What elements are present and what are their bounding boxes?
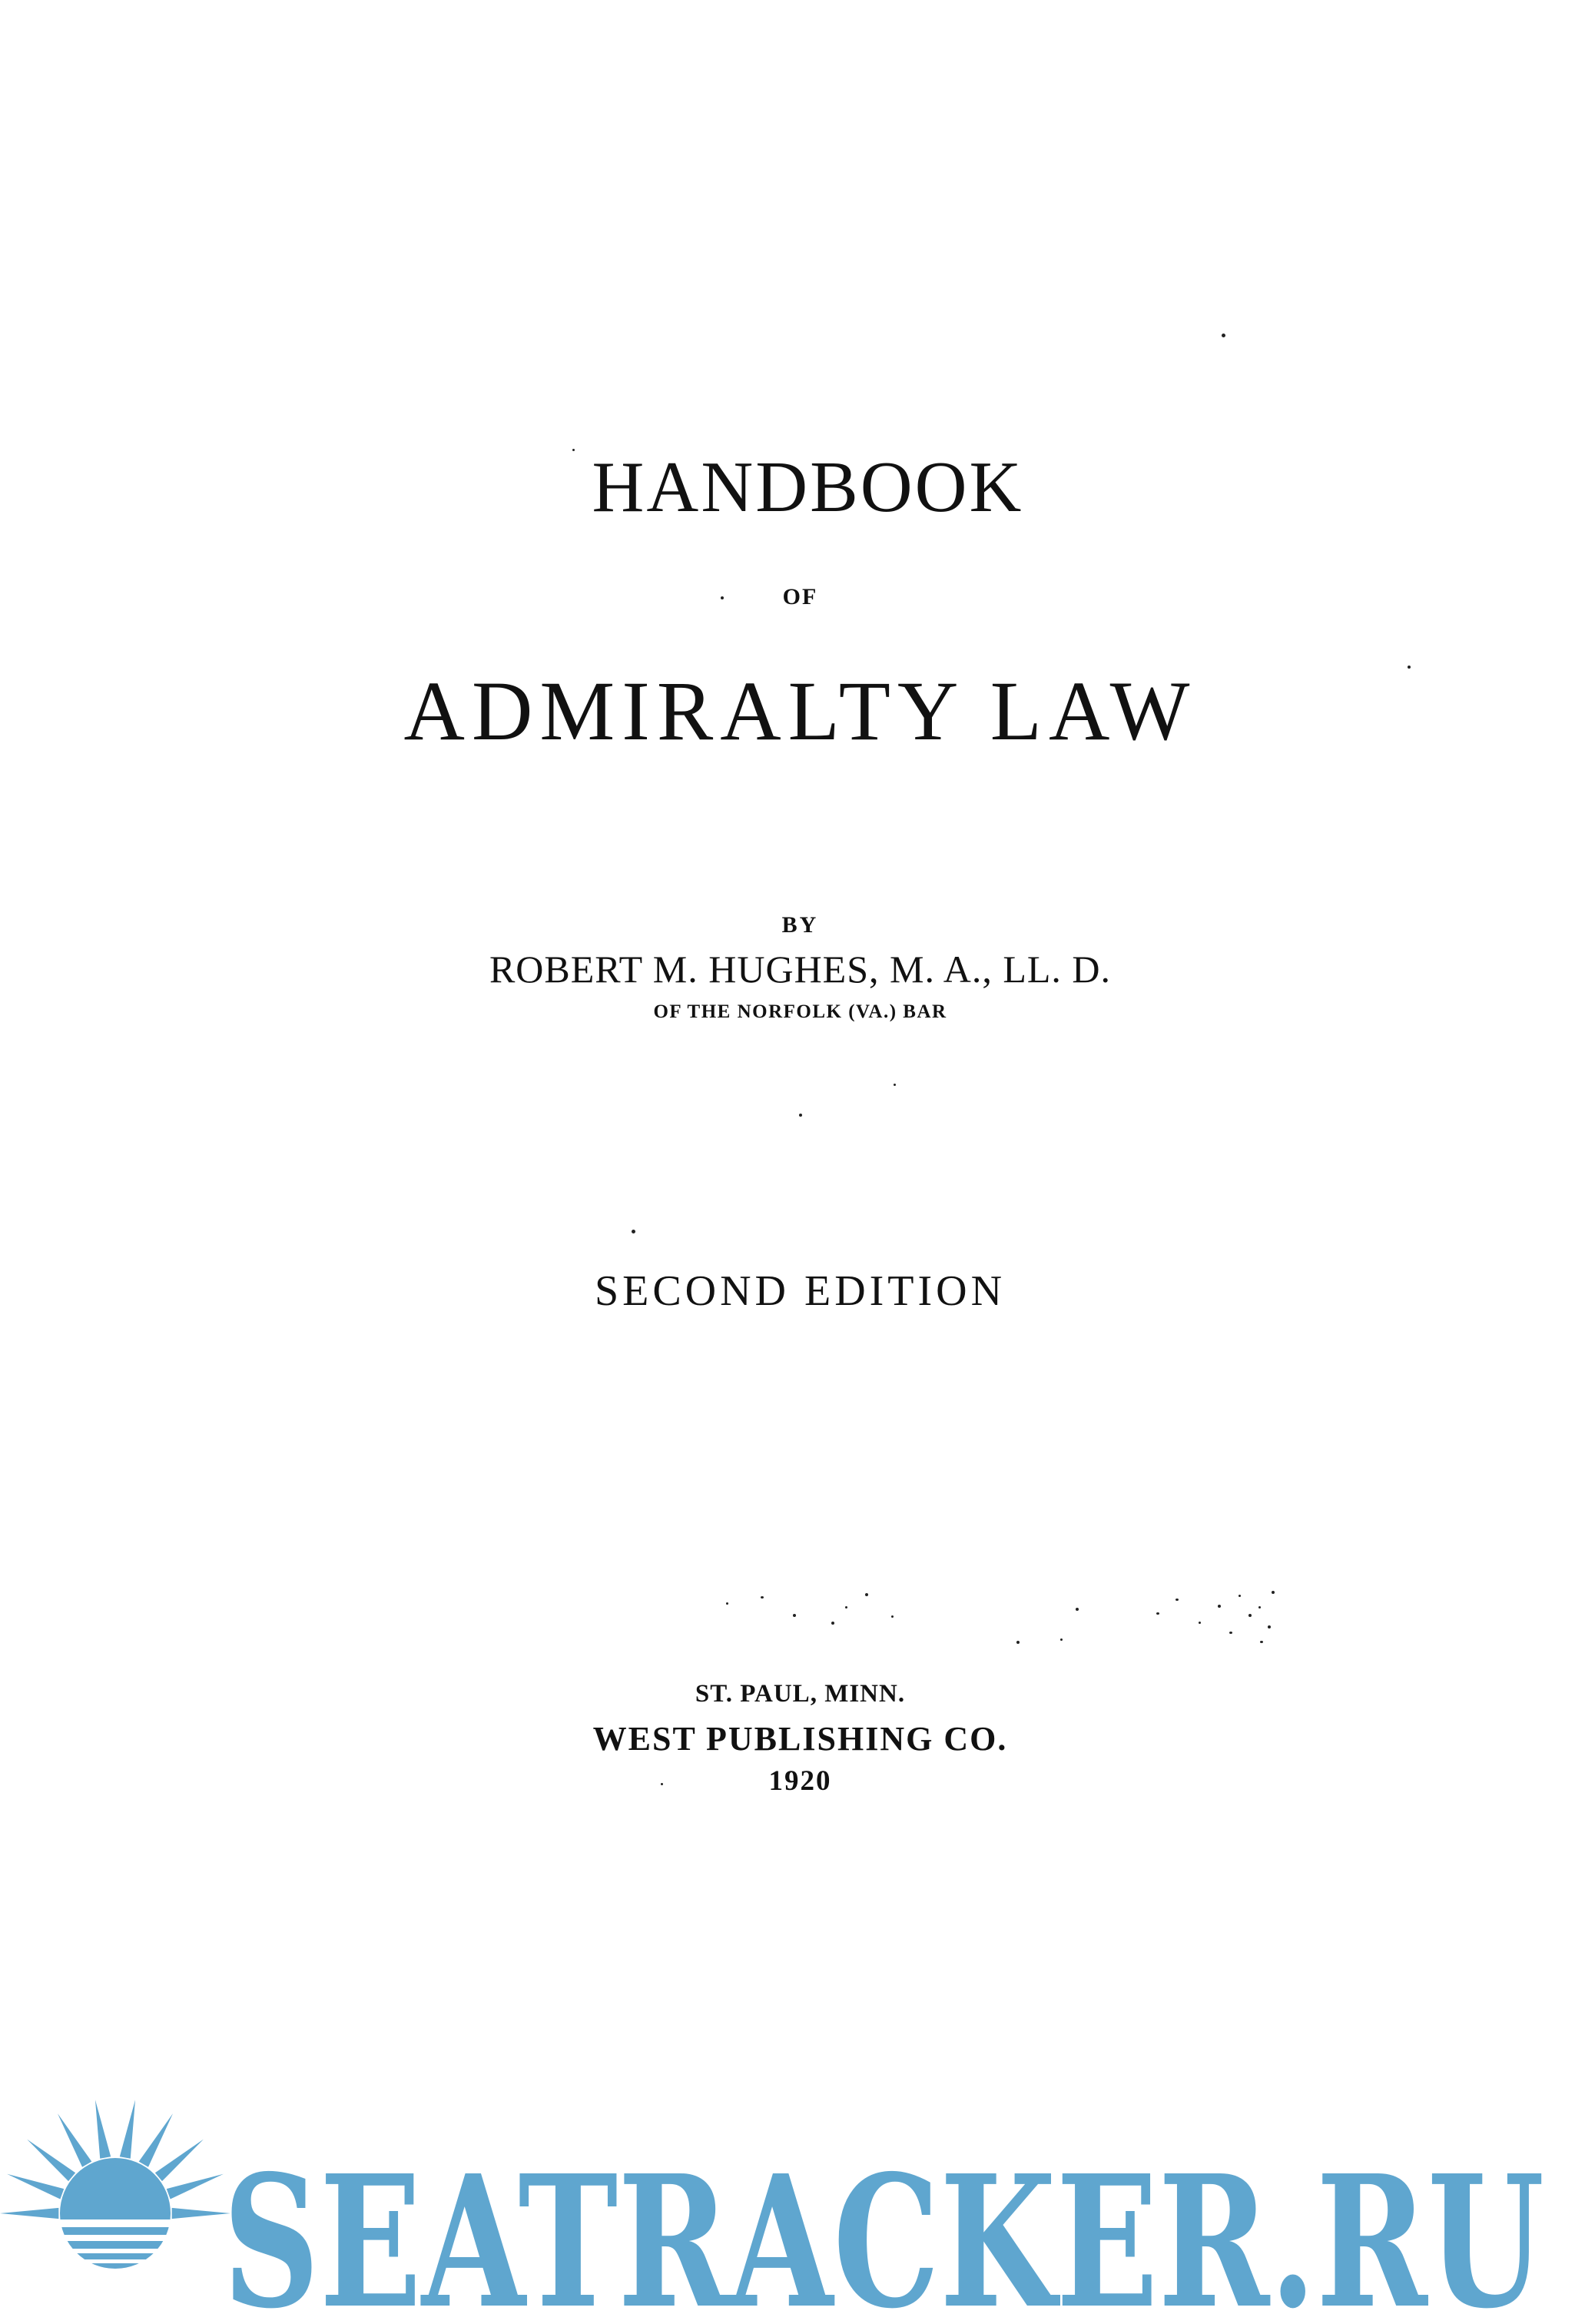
- publication-place: ST. PAUL, MINN.: [695, 1680, 906, 1708]
- sun-ray: [7, 2174, 64, 2200]
- sun-ray: [167, 2174, 224, 2200]
- publication-year: 1920: [768, 1765, 832, 1797]
- book-title-handbook: HANDBOOK: [592, 447, 1024, 527]
- sun-over-sea-icon: [0, 2100, 230, 2269]
- sun-ray: [172, 2208, 230, 2219]
- watermark-graphic: [0, 2075, 1585, 2324]
- sun-ray: [27, 2140, 75, 2182]
- author-affiliation: OF THE NORFOLK (VA.) BAR: [653, 1001, 947, 1022]
- sun-ray: [139, 2113, 173, 2167]
- watermark-text: SEATRACKER.RU: [223, 2135, 1545, 2324]
- sun-ray: [155, 2140, 204, 2182]
- publisher-name: WEST PUBLISHING CO.: [592, 1720, 1008, 1758]
- sun-ray: [95, 2100, 111, 2158]
- sun-ray: [120, 2100, 135, 2158]
- sun-ray: [58, 2113, 91, 2167]
- seatracker-watermark: [0, 2075, 1585, 2324]
- sun-ray: [0, 2208, 58, 2219]
- book-title-admiralty-law: ADMIRALTY LAW: [403, 664, 1197, 758]
- title-connector-of: OF: [782, 584, 818, 609]
- author-name: ROBERT M. HUGHES, M. A., LL. D.: [489, 948, 1112, 991]
- edition-label: SECOND EDITION: [594, 1267, 1006, 1315]
- byline-by: BY: [781, 912, 819, 938]
